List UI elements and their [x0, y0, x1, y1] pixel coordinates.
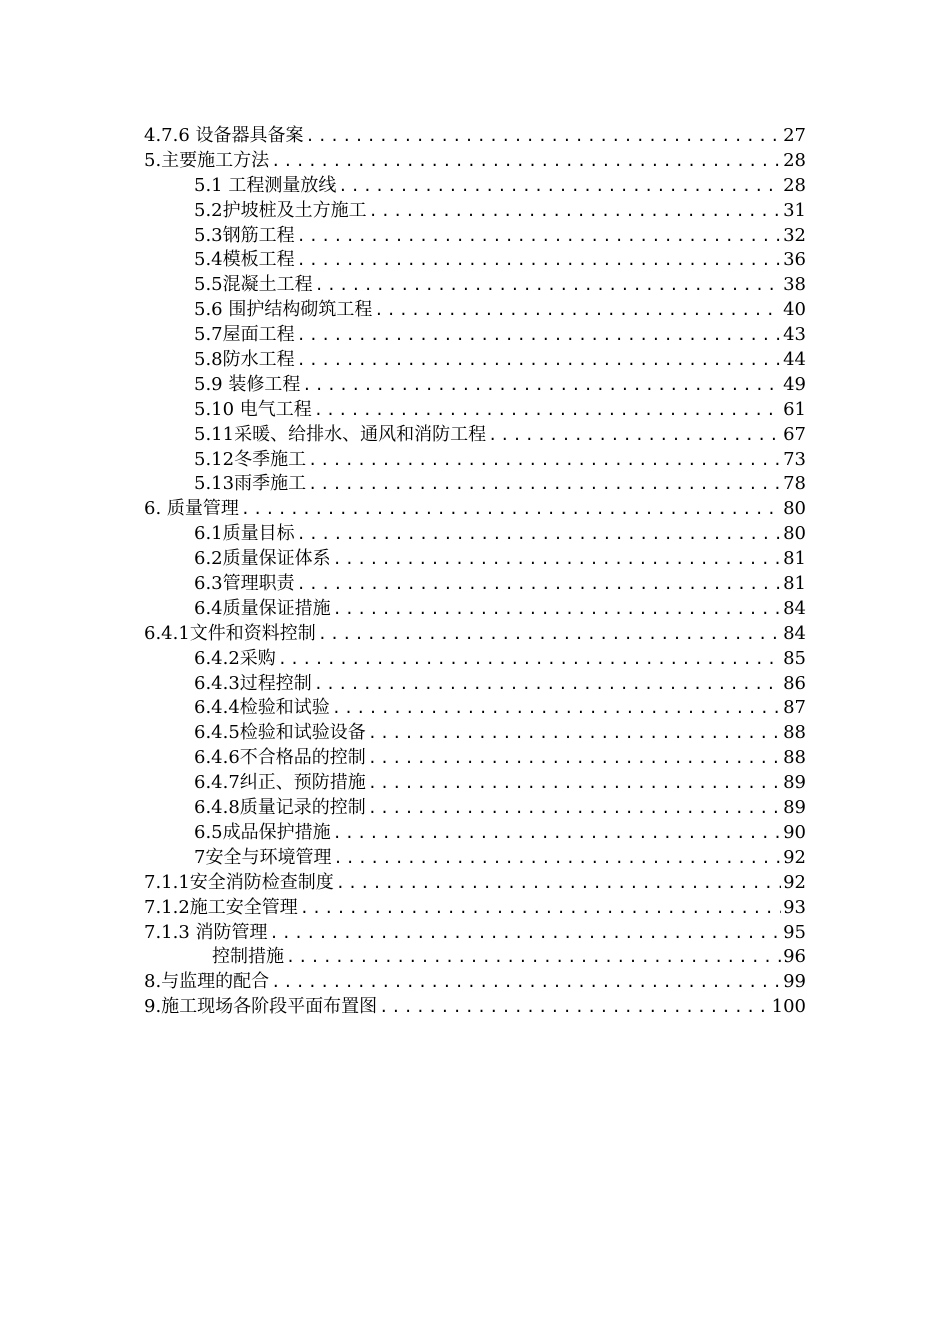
toc-entry-page-number: 27 [783, 125, 806, 146]
dot-leader [239, 497, 781, 522]
dot-leader [298, 896, 781, 921]
toc-entry[interactable] [144, 871, 806, 896]
toc-entry-page-number: 80 [783, 498, 806, 520]
dot-leader [486, 423, 781, 448]
dot-leader [312, 398, 781, 423]
dot-leader [331, 821, 781, 846]
toc-entry-title: 6.1质量目标 [194, 523, 295, 545]
toc-entry-page-number: 85 [783, 647, 806, 669]
toc-entry-title: 6. 质量管理 [144, 498, 239, 520]
toc-entry-page-number: 92 [783, 846, 806, 868]
toc-entry-page-number: 32 [783, 224, 806, 246]
dot-leader [331, 547, 781, 572]
dot-leader [367, 199, 781, 224]
dot-leader [268, 921, 782, 946]
toc-entry-page-number: 49 [783, 373, 806, 395]
toc-entry-page-number: 81 [783, 573, 806, 595]
toc-entry[interactable] [144, 896, 806, 921]
toc-entry-title: 5.6 围护结构砌筑工程 [194, 299, 373, 321]
toc-entry-page-number: 28 [783, 174, 806, 196]
dot-leader [269, 149, 781, 174]
toc-entry-page-number: 78 [783, 473, 806, 495]
toc-entry-title: 6.3管理职责 [194, 573, 295, 595]
toc-entry-title: 6.4质量保证措施 [194, 597, 331, 619]
toc-entry-title: 6.4.5检验和试验设备 [194, 722, 366, 744]
toc-entry[interactable] [144, 721, 806, 746]
toc-entry-page-number: 88 [783, 722, 806, 744]
toc-entry[interactable] [144, 174, 806, 199]
toc-entry[interactable] [144, 398, 806, 423]
dot-leader [316, 622, 781, 647]
toc-entry-title: 5.7屋面工程 [194, 324, 295, 346]
toc-entry-title: 5.3钢筋工程 [194, 224, 295, 246]
toc-entry[interactable] [144, 423, 806, 448]
toc-entry[interactable] [144, 199, 806, 224]
toc-entry-title: 6.2质量保证体系 [194, 548, 331, 570]
toc-entry[interactable] [144, 622, 806, 647]
toc-entry-title: 7.1.1安全消防检查制度 [144, 871, 334, 893]
toc-entry-page-number: 43 [783, 324, 806, 346]
dot-leader [269, 970, 781, 995]
toc-entry-page-number: 61 [783, 398, 806, 420]
toc-entry-page-number: 38 [783, 274, 806, 296]
toc-entry[interactable] [144, 796, 806, 821]
toc-entry-page-number: 67 [783, 423, 806, 445]
toc-entry-page-number: 95 [783, 921, 806, 943]
toc-entry-title: 7.1.3 消防管理 [144, 921, 268, 943]
toc-entry-title: 6.4.3过程控制 [194, 672, 312, 694]
toc-entry-page-number: 90 [783, 821, 806, 843]
dot-leader [336, 174, 781, 199]
dot-leader [330, 696, 781, 721]
toc-entry-page-number: 81 [783, 548, 806, 570]
toc-entry-title: 8.与监理的配合 [144, 971, 270, 993]
toc-entry[interactable] [144, 945, 806, 970]
toc-entry-title: 6.4.1文件和资料控制 [144, 622, 316, 644]
toc-entry[interactable] [144, 921, 806, 946]
toc-entry-page-number: 40 [783, 299, 806, 321]
toc-entry-title: 6.4.2采购 [194, 647, 276, 669]
toc-entry-title: 控制措施 [212, 946, 284, 968]
dot-leader [306, 448, 781, 473]
dot-leader [295, 248, 781, 273]
toc-entry-page-number: 96 [783, 946, 806, 968]
toc-entry-page-number: 73 [783, 448, 806, 470]
toc-entry-title: 5.11采暖、给排水、通风和消防工程 [194, 423, 487, 445]
toc-entry[interactable] [144, 472, 806, 497]
toc-entry-page-number: 84 [783, 597, 806, 619]
dot-leader [331, 597, 781, 622]
toc-entry-page-number: 84 [783, 622, 806, 644]
toc-entry[interactable] [144, 771, 806, 796]
dot-leader [304, 124, 782, 149]
toc-entry-page-number: 89 [783, 772, 806, 794]
toc-entry-title: 9.施工现场各阶段平面布置图 [144, 996, 378, 1018]
dot-leader [313, 273, 781, 298]
toc-entry[interactable] [144, 821, 806, 846]
toc-entry-title: 5.13雨季施工 [194, 473, 307, 495]
dot-leader [334, 871, 781, 896]
toc-entry-title: 6.4.8质量记录的控制 [194, 797, 366, 819]
dot-leader [366, 771, 781, 796]
dot-leader [331, 846, 781, 871]
dot-leader [295, 572, 781, 597]
toc-entry-title: 5.12冬季施工 [194, 448, 307, 470]
toc-entry[interactable] [144, 298, 806, 323]
dot-leader [276, 647, 781, 672]
dot-leader [300, 373, 781, 398]
toc-entry-title: 5.10 电气工程 [194, 398, 312, 420]
toc-entry[interactable] [144, 672, 806, 697]
toc-entry-title: 7安全与环境管理 [194, 846, 332, 868]
toc-entry-page-number: 89 [783, 797, 806, 819]
dot-leader [295, 323, 781, 348]
toc-entry-page-number: 88 [783, 747, 806, 769]
toc-entry-title: 7.1.2施工安全管理 [144, 896, 298, 918]
toc-entry[interactable] [144, 149, 806, 174]
toc-entry-page-number: 92 [783, 871, 806, 893]
toc-entry[interactable] [144, 373, 806, 398]
dot-leader [377, 995, 769, 1020]
dot-leader [366, 796, 781, 821]
toc-entry[interactable] [144, 348, 806, 373]
toc-entry[interactable] [144, 597, 806, 622]
dot-leader [372, 298, 781, 323]
toc-entry[interactable] [144, 572, 806, 597]
dot-leader [366, 721, 781, 746]
toc-entry-title: 6.5成品保护措施 [194, 821, 331, 843]
dot-leader [295, 348, 781, 373]
toc-entry[interactable] [144, 970, 806, 995]
dot-leader [366, 746, 781, 771]
dot-leader [295, 224, 781, 249]
toc-entry-page-number: 36 [783, 249, 806, 271]
toc-entry-title: 5.2护坡桩及土方施工 [194, 199, 367, 221]
dot-leader [295, 522, 781, 547]
toc-entry[interactable] [144, 124, 806, 149]
toc-entry[interactable] [144, 448, 806, 473]
toc-entry[interactable] [144, 846, 806, 871]
toc-entry[interactable] [144, 273, 806, 298]
toc-entry-page-number: 93 [783, 896, 806, 918]
dot-leader [306, 472, 781, 497]
toc-entry-page-number: 87 [783, 697, 806, 719]
toc-entry-title: 4.7.6 设备器具备案 [144, 125, 304, 146]
toc-entry[interactable] [144, 547, 806, 572]
toc-entry[interactable] [144, 248, 806, 273]
toc-entry-title: 5.1 工程测量放线 [194, 174, 337, 196]
toc-entry-page-number: 100 [771, 996, 806, 1018]
toc-entry-page-number: 80 [783, 523, 806, 545]
toc-entry-title: 6.4.6不合格品的控制 [194, 747, 366, 769]
toc-entry-page-number: 44 [783, 349, 806, 371]
dot-leader [312, 672, 781, 697]
toc-entry-title: 5.8防水工程 [194, 349, 295, 371]
toc-entry[interactable] [144, 224, 806, 249]
toc-entry-title: 5.4模板工程 [194, 249, 295, 271]
dot-leader [284, 945, 781, 970]
toc-entry-page-number: 28 [783, 149, 806, 171]
toc-entry-title: 6.4.7纠正、预防措施 [194, 772, 366, 794]
table-of-contents [144, 124, 806, 1020]
toc-entry[interactable] [144, 497, 806, 522]
toc-entry-page-number: 99 [783, 971, 806, 993]
toc-entry-title: 6.4.4检验和试验 [194, 697, 330, 719]
toc-entry[interactable] [144, 323, 806, 348]
toc-entry-title: 5.9 装修工程 [194, 373, 301, 395]
toc-entry[interactable] [144, 522, 806, 547]
toc-entry[interactable] [144, 995, 806, 1020]
toc-entry-page-number: 86 [783, 672, 806, 694]
toc-entry[interactable] [144, 746, 806, 771]
toc-entry-title: 5.主要施工方法 [144, 149, 270, 171]
toc-entry-page-number: 31 [783, 199, 806, 221]
toc-entry[interactable] [144, 647, 806, 672]
toc-entry[interactable] [144, 696, 806, 721]
toc-entry-title: 5.5混凝土工程 [194, 274, 313, 296]
